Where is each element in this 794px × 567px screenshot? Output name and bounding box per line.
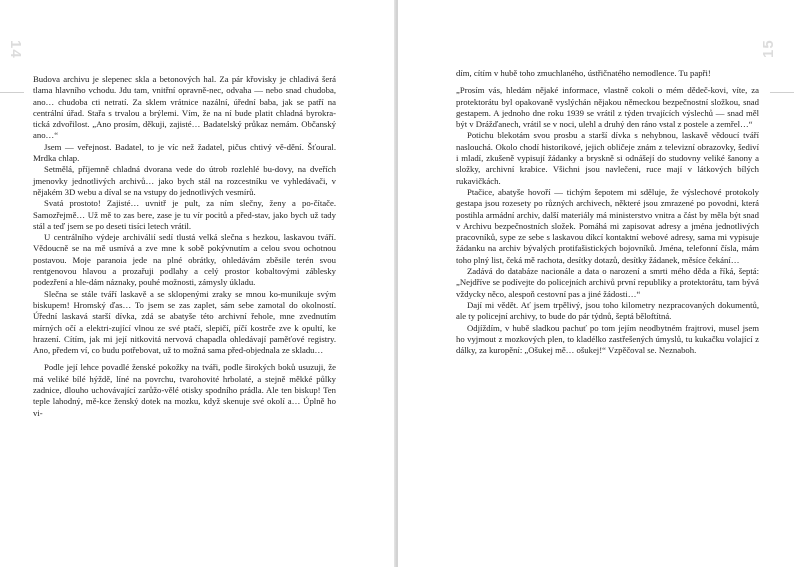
- paragraph: Odjíždím, v hubě sladkou pachuť po tom jejím neodbytném frajtrovi, musel jsem ho vyjmout z mozkových plen, to kladélko zastřešených úmyslů, tu kukačku volající z dálky, za kuropění: „Ošukej mě… ošukej!“ Vzpěčoval se. Neznaboh.: [456, 322, 759, 356]
- paragraph: Slečna se stále tváří laskavě a se sklopenými zraky se mnou ko-munikuje svým biskupem! Hromský ďas… To jsem se zas zaplet, sám sebe zamotal do okolností. Úřední laskavá starší dívka, zdá se abatyše této archivní řehole, mne zvednutím mírných očí a elektri-zující vlnou ze své ptačí, slepičí, píčí kostrče zve k opultí, ke hrazení. Cítím, jak mi její nitkovitá nervová chapadla ohledávají paměťové registry. Ano, předem ví, co budu potřebovat, už to možná sama před-objednala ze skladu…: [33, 288, 336, 356]
- left-page-text: [33, 74, 336, 419]
- page-number-rule-right: [770, 92, 794, 93]
- paragraph: Potichu blekotám svou prosbu a starší dívka s nehybnou, laskavě vědoucí tváří naslouchá. Okolo chodí historikové, jejich obličeje znám z televizní obrazovky, šediví i mladí, zkušeně vypisují žádanky a bryskně si odnášejí do studovny veliké šanony a složky, archivní krabice. Všichni jsou navlečeni, ruce mají v látkových bílých rukavičkách.: [456, 130, 759, 186]
- right-page: [398, 0, 794, 567]
- paragraph: Budova archivu je slepenec skla a betonových hal. Za pár křovisky je chladivá šerá tlama hlavního vchodu. Jdu tam, vnitřní opravně-nec, odvaha — nebo snad chudoba, ano… chudoba cti netratí. Za sklem vrátnice nazální, úřední baba, jak se patří na centrální úřad. Stařa s trvalou a brýlemi. Vím, že na ní bude platit chladná byrokra-tická zdvořilost. „Ano prosím, děkuji, zajisté… Badatelský průkaz nemám. Občanský ano…“: [33, 74, 336, 141]
- paragraph: Podle její lehce povadlé ženské pokožky na tváři, podle širokých boků usuzuji, že má veliké bílé hýždě, líné na povrchu, tvarohovité hrbolaté, a stejně měkké půlky zadnice, dlouho uchovávající zarůžo-vělé otisky spodního prádla. Ale ten biskup! Ten teple lahodný, mě-kce ženský dotek na mozku, když skenuje své okolí a… Úplně ho vi-: [33, 362, 336, 418]
- paragraph: U centrálního výdeje archiválií sedí tlustá velká slečna s hezkou, laskavou tváří. Vědoucně se na mě usmívá a zve mne k sobě pokývnutím a celou svou ochotnou postavou. Moje paranoia jede na plné obrátky, ohledávám zběsile terén svou rentgenovou hlavou a prozařuji podlahy a celý prostor kobaltovými záblesky podezření a hle-dám náznaky, pouhé možnosti, zámysly úkladu.: [33, 232, 336, 288]
- paragraph: Dají mi vědět. Ať jsem trpělivý, jsou toho kilometry nezpracovaných dokumentů, ale ty policejní archivy, to bude do pár týdnů, šeptá běloftítná.: [456, 299, 759, 322]
- paragraph: „Prosím vás, hledám nějaké informace, vlastně cokoli o mém dědeč-kovi, víte, za protektorátu byl opakovaně vyslýchán nějakou německou bezpečnostní složkou, snad gestapem. A jednoho dne roku 1939 se vrátil z týden trvajících výslechů — snad měl být v Drážďanech, vrátil se v noci, ulehl a druhý den ráno vstal z postele a zemřel…“: [456, 85, 759, 130]
- page-number-right: 15: [760, 39, 777, 58]
- paragraph: Setmělá, příjemně chladná dvorana vede do útrob rozlehlé bu-dovy, na dveřích jmenovky jednotlivých archivů… jako bych stál na rozcestníku ve vyhledávači, v nějakém 3D webu a díval se na vstupy do jednotlivých vesmírů.: [33, 164, 336, 197]
- left-page: [0, 0, 396, 567]
- paragraph: Zadává do databáze nacionále a data o narození a smrti mého děda a říká, šeptá: „Nejdříve se podívejte do policejních archivů první republiky a protektorátu, tam bývá vždycky něco, alespoň cestovní pas a jiné žádosti…“: [456, 266, 759, 299]
- right-page-text: [456, 68, 759, 356]
- page-number-left: 14: [7, 40, 24, 59]
- paragraph: dím, cítím v hubě toho zmuchlaného, ústřičnatého nemodlence. Tu papři!: [456, 68, 711, 78]
- paragraph: Svatá prostoto! Zajisté… uvnitř je pult, za ním slečny, ženy a po-čítače. Samozřejmě… Už mě to zas bere, zase je tu vír pocitů a před-stav, jako bych už tady stál a teď jsem se po deseti tisíci letech vrátil.: [33, 198, 336, 231]
- paragraph: Jsem — veřejnost. Badatel, to je víc než žadatel, pičus chtivý vě-dění. Šťoural. Mrdka chlap.: [33, 141, 336, 164]
- paragraph: Ptačice, abatyše hovoří — tichým šepotem mi sděluje, že výslechové protokoly gestapa jsou rozesety po různých archivech, některé jsou zmrazené po povodni, která postihla armádní archiv, další materiály má ministerstvo vnitra a část by měla být snad v Archivu bezpečnostních složek. Pomáhá mi zapisovat adresy a jména jednotlivých pracovníků, sype ze sebe s laskavou díkcí kontaktní webové adresy, sama mi vypisuje žádanku na archiv bývalých protifašistických bojovníků. Jména, telefonní čísla, mám toho plný list, čeká mě rachota, desítky dotazů, desítky žádanek, měsíce čekání…: [456, 186, 759, 265]
- page-number-rule-left: [0, 92, 24, 93]
